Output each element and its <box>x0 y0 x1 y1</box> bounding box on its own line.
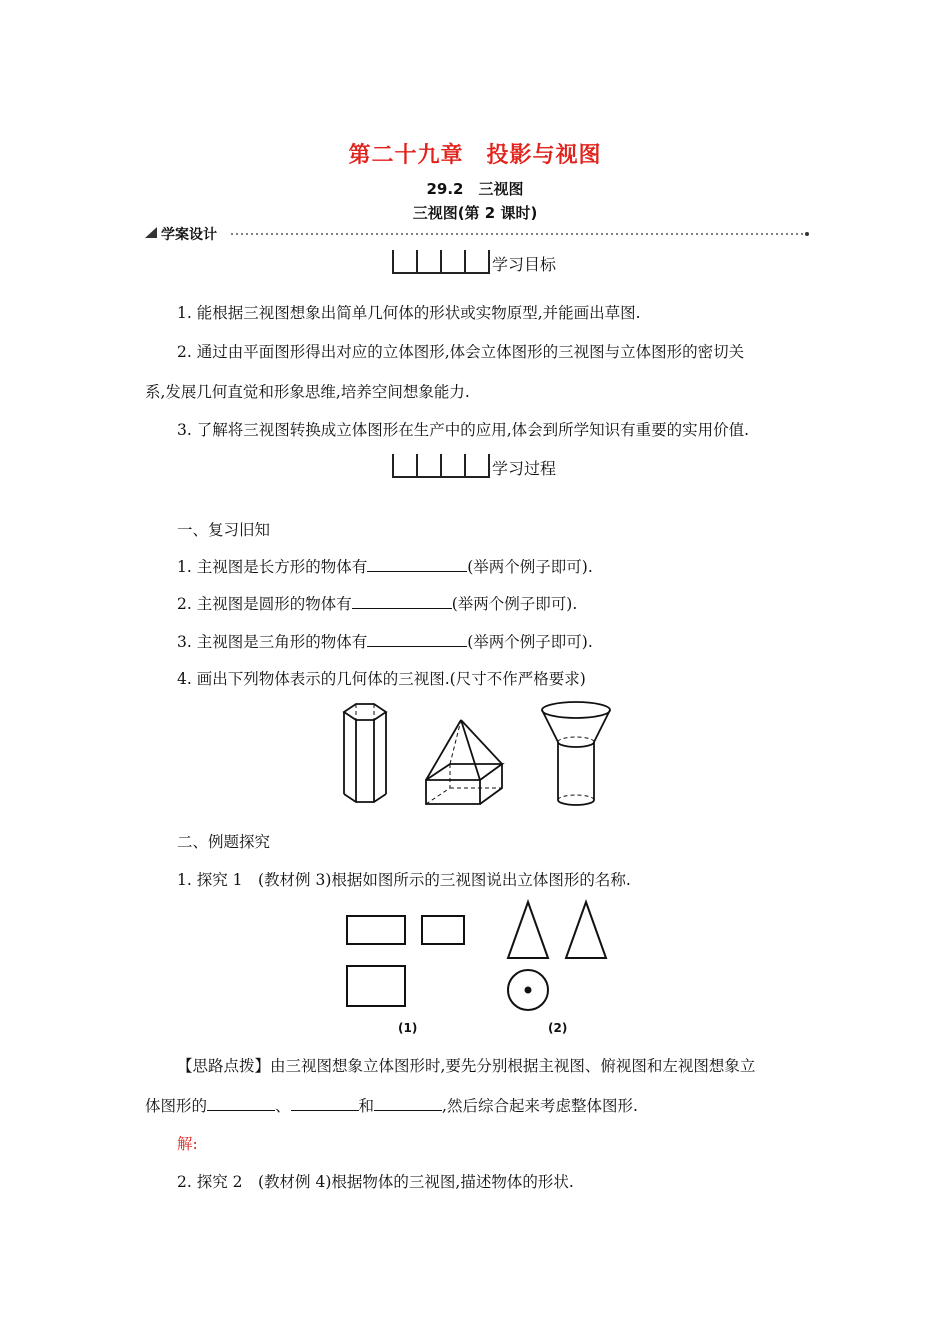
three-view-figure <box>340 898 610 1016</box>
hint-line-2 <box>145 1096 638 1116</box>
section-bar-graphic <box>143 224 811 242</box>
review-q3-text: 3. 主视图是三角形的物体有 <box>177 633 368 651</box>
figure-2-views <box>508 902 606 1010</box>
review-q3-suffix: (举两个例子即可). <box>467 633 593 651</box>
review-q1-suffix: (举两个例子即可). <box>467 558 593 576</box>
answer-label: 解: <box>177 1135 198 1153</box>
bar-triangle-icon <box>145 227 157 238</box>
example-1-text: 1. 探究 1 (教材例 3)根据如图所示的三视图说出立体图形的名称. <box>177 871 631 889</box>
pyramid-on-box <box>426 720 502 804</box>
review-q3-blank[interactable] <box>367 632 467 647</box>
goal-item-3: 3. 了解将三视图转换成立体图形在生产中的应用,体会到所学知识有重要的实用价值. <box>177 421 750 439</box>
hint-sep-1: 、 <box>275 1097 291 1115</box>
figure-1-label: (1) <box>398 1021 418 1035</box>
review-q2 <box>177 594 577 614</box>
review-q1-text: 1. 主视图是长方形的物体有 <box>177 558 368 576</box>
lesson-title: 三视图(第 2 课时) <box>412 204 538 222</box>
review-q1 <box>177 557 593 577</box>
solids-figure <box>330 696 620 812</box>
goals-heading-label: 学习目标 <box>492 255 557 274</box>
hint-line-1: 【思路点拨】由三视图想象立体图形时,要先分别根据主视图、俯视图和左视图想象立 <box>177 1057 756 1075</box>
process-heading <box>392 454 556 478</box>
hint-blank-3[interactable] <box>374 1096 442 1111</box>
goal-item-2-cont: 系,发展几何直觉和形象思维,培养空间想象能力. <box>145 383 470 401</box>
review-title: 一、复习旧知 <box>177 521 271 539</box>
review-q2-blank[interactable] <box>352 594 452 609</box>
review-q3 <box>177 632 593 652</box>
review-q1-blank[interactable] <box>367 557 467 572</box>
process-heading-label: 学习过程 <box>492 459 557 478</box>
figure-2-label: (2) <box>548 1021 568 1035</box>
review-q2-text: 2. 主视图是圆形的物体有 <box>177 595 352 613</box>
hint-blank-2[interactable] <box>291 1096 359 1111</box>
goal-item-2: 2. 通过由平面图形得出对应的立体图形,体会立体图形的三视图与立体图形的密切关 <box>177 343 745 361</box>
hexagonal-prism <box>344 704 386 802</box>
review-q2-suffix: (举两个例子即可). <box>451 595 578 613</box>
bar-label: 学案设计 <box>161 227 217 243</box>
example-2-text: 2. 探究 2 (教材例 4)根据物体的三视图,描述物体的形状. <box>177 1173 574 1191</box>
hint-sep-2: 和 <box>358 1097 375 1115</box>
hint-line-2-prefix: 体图形的 <box>145 1097 208 1115</box>
chapter-title: 第二十九章 投影与视图 <box>348 143 602 168</box>
figure-1-views <box>347 916 464 1006</box>
funnel-solid <box>542 702 610 805</box>
section-bar <box>143 224 811 242</box>
goals-heading <box>392 250 556 274</box>
hint-blank-1[interactable] <box>207 1096 275 1111</box>
goal-item-1: 1. 能根据三视图想象出简单几何体的形状或实物原型,并能画出草图. <box>177 304 641 322</box>
hint-line-2-suffix: ,然后综合起来考虑整体图形. <box>442 1097 638 1115</box>
examples-title: 二、例题探究 <box>177 833 271 851</box>
section-title: 29.2 三视图 <box>426 180 524 198</box>
review-q4: 4. 画出下列物体表示的几何体的三视图.(尺寸不作严格要求) <box>177 670 586 688</box>
